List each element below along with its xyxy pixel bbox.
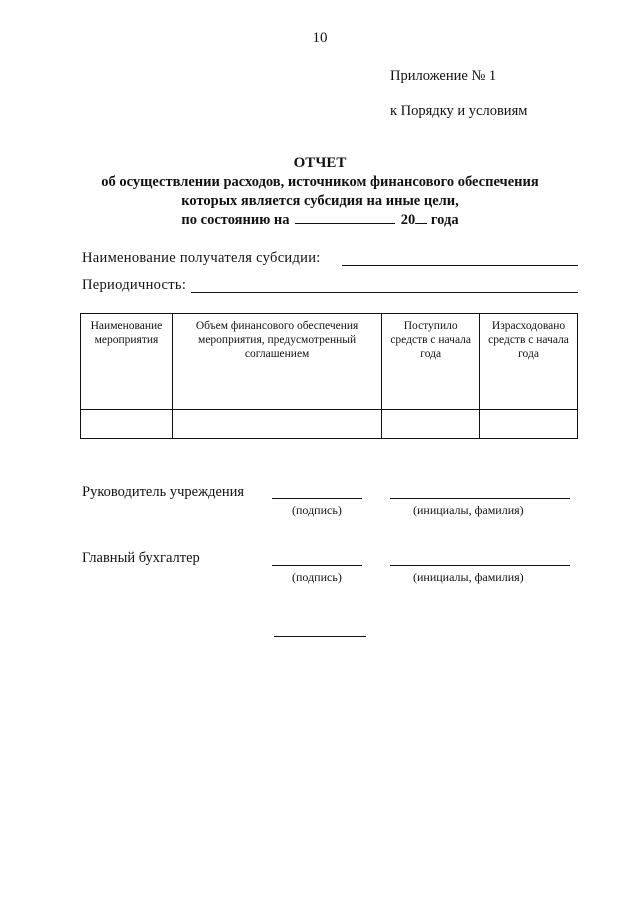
report-subtitle-line-2: которых является субсидия на иные цели, <box>181 193 459 209</box>
head-name-line <box>390 498 570 499</box>
closing-separator <box>274 636 366 637</box>
head-name-caption: (инициалы, фамилия) <box>413 503 524 517</box>
report-title: ОТЧЕТ <box>293 155 347 171</box>
date-prefix: по состоянию на <box>181 212 290 228</box>
periodicity-line <box>191 292 578 293</box>
accountant-name-caption: (инициалы, фамилия) <box>413 570 524 584</box>
header-cell-received: Поступило средств с начала года <box>382 314 480 410</box>
head-signature-caption: (подпись) <box>292 503 342 517</box>
date-suffix: года <box>430 212 459 228</box>
accountant-signature-label: Главный бухгалтер <box>82 550 200 566</box>
header-cell-funding-volume: Объем финансового обеспечения мероприятия, предусмотренный соглашением <box>172 314 381 410</box>
accountant-signature-caption: (подпись) <box>292 570 342 584</box>
year-blank <box>415 211 427 224</box>
appendix-subtitle: к Порядку и условиям <box>390 103 528 119</box>
periodicity-label: Периодичность: <box>82 277 187 293</box>
header-cell-activity: Наименование мероприятия <box>81 314 173 410</box>
report-subtitle-line-1: об осуществлении расходов, источником финансового обеспечения <box>101 174 539 190</box>
appendix-title: Приложение № 1 <box>390 68 497 84</box>
table-header-row <box>81 314 578 410</box>
header-cell-spent: Израсходовано средств с начала года <box>480 314 578 410</box>
accountant-signature-line <box>272 565 362 566</box>
date-blank <box>295 211 395 224</box>
year-prefix: 20 <box>400 212 416 228</box>
report-table <box>80 313 578 439</box>
accountant-name-line <box>390 565 570 566</box>
table-cell <box>81 410 173 439</box>
table-cell <box>382 410 480 439</box>
report-date-line <box>0 211 640 230</box>
table-cell <box>480 410 578 439</box>
recipient-line <box>342 265 578 266</box>
table-row <box>81 410 578 439</box>
recipient-label: Наименование получателя субсидии: <box>82 250 321 266</box>
head-signature-line <box>272 498 362 499</box>
page-number: 10 <box>312 30 328 46</box>
head-signature-label: Руководитель учреждения <box>82 484 245 500</box>
table-cell <box>172 410 381 439</box>
report-title-block <box>0 154 640 230</box>
